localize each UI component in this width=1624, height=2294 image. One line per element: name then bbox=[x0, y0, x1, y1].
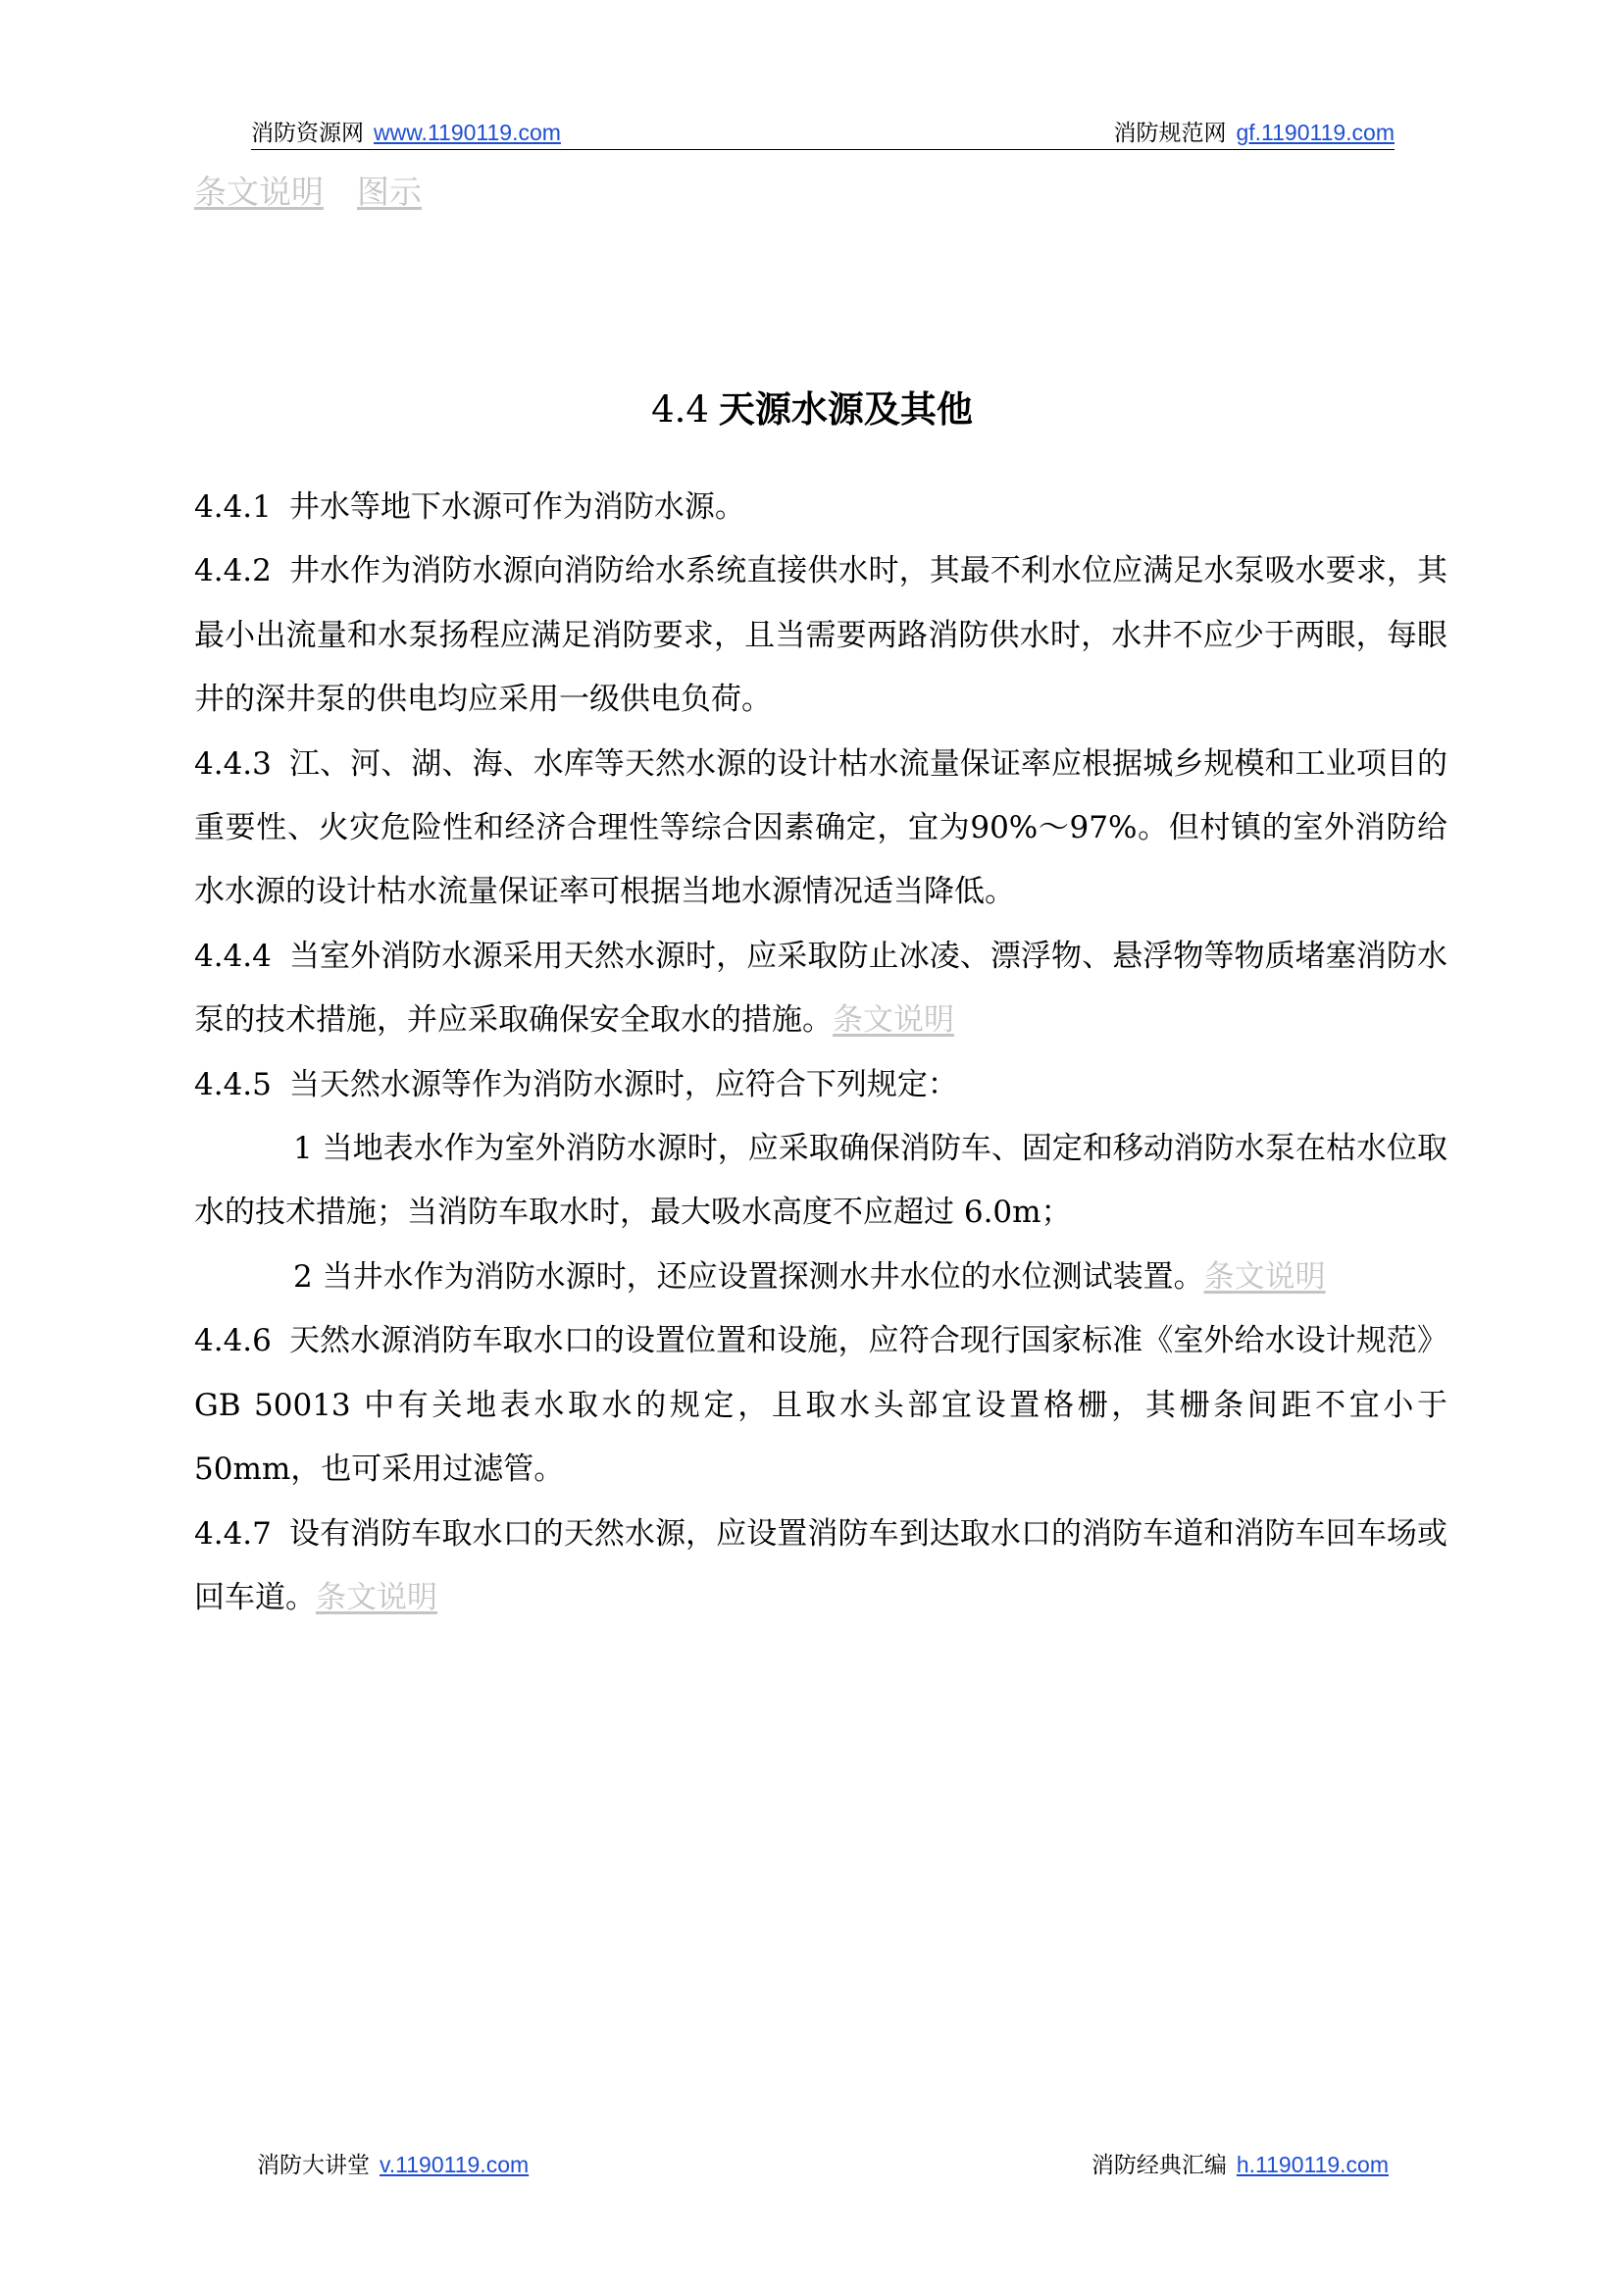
header-left bbox=[251, 118, 561, 148]
clause-number: 4.4.7 bbox=[194, 1515, 272, 1552]
page-header bbox=[251, 118, 1395, 150]
clause-text: 设有消防车取水口的天然水源，应设置消防车到达取水口的消防车道和消防车回车场或回车道。 bbox=[194, 1515, 1447, 1615]
clause-number: 4.4.1 bbox=[194, 489, 272, 525]
clause-4-4-5 bbox=[194, 1053, 1447, 1117]
explanation-link[interactable]: 条文说明 bbox=[194, 173, 324, 211]
header-left-site-name: 消防资源网 bbox=[251, 121, 364, 146]
clause-text: 天然水源消防车取水口的设置位置和设施，应符合现行国家标准《室外给水设计规范》GB 50013 中有关地表水取水的规定，且取水头部宜设置格栅，其栅条间距不宜小于 50mm，也可采用过滤管。 bbox=[194, 1323, 1447, 1488]
page-footer bbox=[257, 2148, 1389, 2181]
footer-left bbox=[257, 2148, 529, 2182]
clause-number: 4.4.5 bbox=[194, 1066, 272, 1102]
clause-text: 江、河、湖、海、水库等天然水源的设计枯水流量保证率应根据城乡规模和工业项目的重要性、火灾危险性和经济合理性等综合因素确定，宜为90%～97%。但村镇的室外消防给水水源的设计枯水流量保证率可根据当地水源情况适当降低。 bbox=[194, 745, 1447, 910]
clause-content bbox=[194, 476, 1447, 1630]
clause-explanation-link[interactable]: 条文说明 bbox=[316, 1579, 437, 1615]
footer-left-site-name: 消防大讲堂 bbox=[257, 2153, 370, 2178]
section-number: 4.4 bbox=[651, 388, 709, 431]
clause-4-4-5-item-1 bbox=[194, 1117, 1447, 1246]
clause-4-4-4 bbox=[194, 925, 1447, 1053]
figure-link[interactable]: 图示 bbox=[357, 173, 422, 211]
header-right bbox=[1113, 118, 1395, 148]
footer-right bbox=[1091, 2148, 1389, 2182]
clause-4-4-3 bbox=[194, 733, 1447, 925]
footer-right-site-name: 消防经典汇编 bbox=[1091, 2153, 1227, 2178]
clause-number: 4.4.6 bbox=[194, 1323, 272, 1359]
clause-item-text: 2 当井水作为消防水源时，还应设置探测水井水位的水位测试装置。 bbox=[293, 1258, 1204, 1295]
header-right-site-name: 消防规范网 bbox=[1113, 121, 1227, 146]
clause-4-4-5-item-2 bbox=[194, 1246, 1447, 1309]
header-left-url-link[interactable]: www.1190119.com bbox=[374, 120, 561, 145]
clause-4-4-7 bbox=[194, 1503, 1447, 1631]
clause-text: 井水等地下水源可作为消防水源。 bbox=[288, 489, 745, 525]
clause-text: 当天然水源等作为消防水源时，应符合下列规定： bbox=[288, 1066, 958, 1102]
footer-left-url-link[interactable]: v.1190119.com bbox=[380, 2152, 530, 2177]
top-nav bbox=[194, 171, 422, 214]
clause-text: 当室外消防水源采用天然水源时，应采取防止冰凌、漂浮物、悬浮物等物质堵塞消防水泵的技术措施，并应采取确保安全取水的措施。 bbox=[194, 938, 1447, 1039]
clause-explanation-link[interactable]: 条文说明 bbox=[833, 1002, 954, 1039]
clause-explanation-link[interactable]: 条文说明 bbox=[1203, 1258, 1326, 1295]
clause-4-4-1 bbox=[194, 476, 1447, 539]
clause-number: 4.4.3 bbox=[194, 745, 272, 782]
clause-4-4-2 bbox=[194, 539, 1447, 732]
clause-4-4-6 bbox=[194, 1309, 1447, 1502]
header-right-url-link[interactable]: gf.1190119.com bbox=[1236, 120, 1395, 145]
clause-text: 井水作为消防水源向消防给水系统直接供水时，其最不利水位应满足水泵吸水要求，其最小出流量和水泵扬程应满足消防要求，且当需要两路消防供水时，水井不应少于两眼，每眼井的深井泵的供电均应采用一级供电负荷。 bbox=[194, 553, 1447, 718]
clause-number: 4.4.4 bbox=[194, 938, 272, 974]
section-title bbox=[0, 384, 1624, 434]
section-title-text: 天源水源及其他 bbox=[718, 387, 973, 431]
clause-item-text: 1 当地表水作为室外消防水源时，应采取确保消防车、固定和移动消防水泵在枯水位取水的技术措施；当消防车取水时，最大吸水高度不应超过 6.0m； bbox=[194, 1131, 1447, 1231]
footer-right-url-link[interactable]: h.1190119.com bbox=[1236, 2152, 1389, 2177]
clause-number: 4.4.2 bbox=[194, 553, 272, 589]
